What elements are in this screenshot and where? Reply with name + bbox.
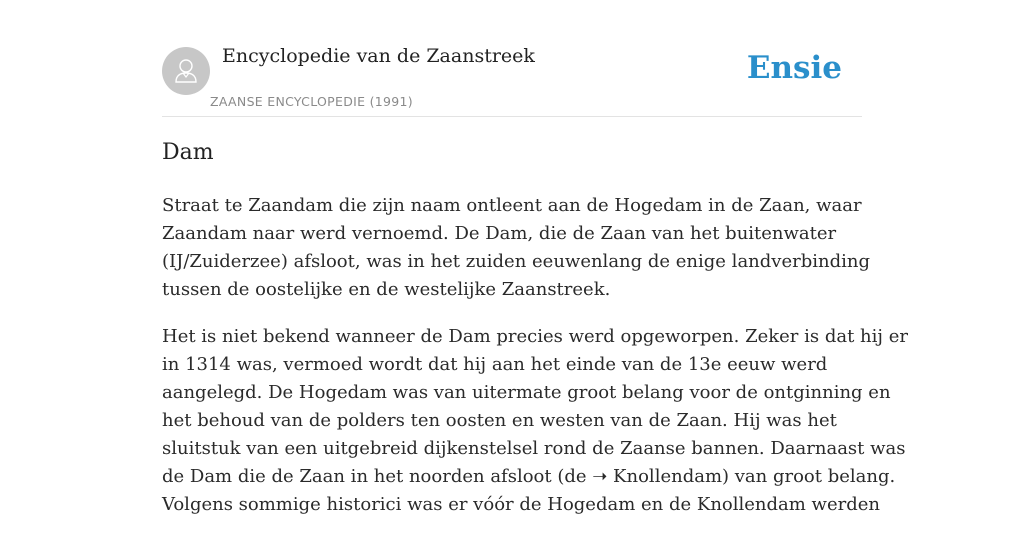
source-subtitle[interactable]: ZAANSE ENCYCLOPEDIE (1991) [210, 94, 413, 109]
text-line: de Dam die de Zaan in het noorden afsloot (de ➝ Knollendam) van groot belang. [162, 466, 896, 487]
text-line: aangelegd. De Hogedam was van uitermate groot belang voor de ontginning en [162, 382, 891, 403]
paragraph-2 [162, 323, 908, 519]
article-title: Dam [162, 140, 214, 165]
text-line: Zaandam naar werd vernoemd. De Dam, die de Zaan van het buitenwater [162, 223, 837, 244]
ensie-logo[interactable]: Ensie [746, 50, 842, 86]
text-line: het behoud van de polders ten oosten en westen van de Zaan. Hij was het [162, 410, 837, 431]
avatar[interactable] [162, 47, 210, 95]
text-line: sluitstuk van een uitgebreid dijkenstelsel rond de Zaanse bannen. Daarnaast was [162, 438, 906, 459]
paragraph-1 [162, 192, 870, 304]
source-title[interactable]: Encyclopedie van de Zaanstreek [222, 45, 535, 67]
text-line: in 1314 was, vermoed wordt dat hij aan het einde van de 13e eeuw werd [162, 354, 828, 375]
article-body [162, 192, 908, 538]
text-line: Straat te Zaandam die zijn naam ontleent aan de Hogedam in de Zaan, waar [162, 195, 862, 216]
source-header [162, 0, 862, 117]
text-line: tussen de oostelijke en de westelijke Zaanstreek. [162, 279, 611, 300]
page [162, 0, 908, 515]
user-icon [172, 56, 200, 86]
text-line: (IJ/Zuiderzee) afsloot, was in het zuiden eeuwenlang de enige landverbinding [162, 251, 870, 272]
text-line: Het is niet bekend wanneer de Dam precies werd opgeworpen. Zeker is dat hij er [162, 326, 908, 347]
text-line: Volgens sommige historici was er vóór de Hogedam en de Knollendam werden [162, 494, 880, 515]
